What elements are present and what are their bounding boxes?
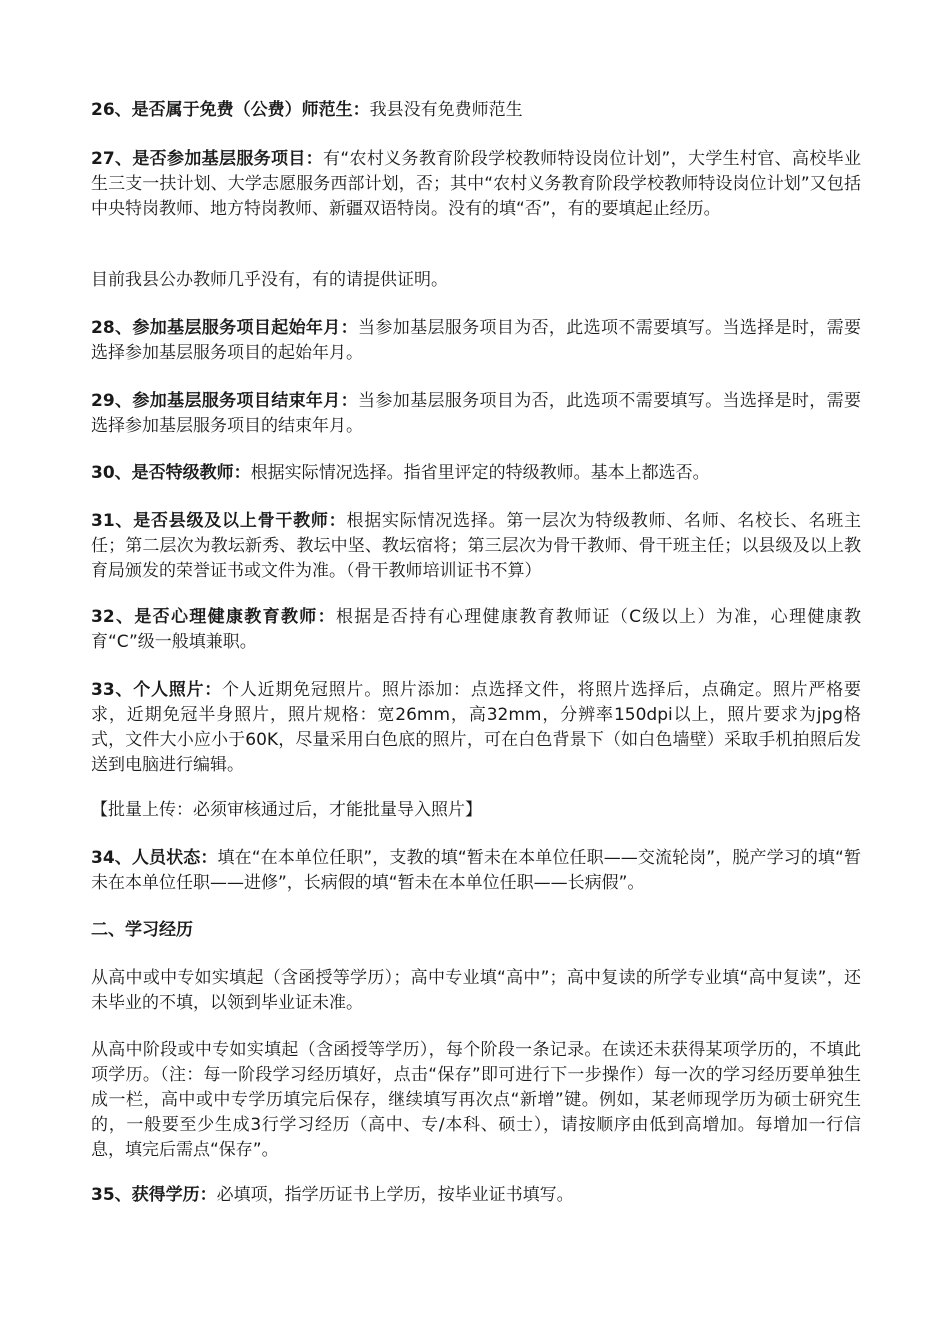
item-30-label: 30、是否特级教师：	[91, 463, 251, 483]
education-instructions	[91, 1038, 861, 1163]
item-27	[91, 147, 861, 222]
note-batch-upload	[91, 798, 861, 823]
item-27-label: 27、是否参加基层服务项目：	[91, 149, 324, 169]
item-32	[91, 605, 861, 655]
note-public-teachers-text: 目前我县公办教师几乎没有，有的请提供证明。	[91, 270, 448, 290]
item-35-text: 必填项，指学历证书上学历，按毕业证书填写。	[216, 1185, 574, 1205]
item-34-label: 34、人员状态：	[91, 848, 218, 868]
item-31-text: 根据实际情况选择。第一层次为特级教师、名师、名校长、名班主任；第二层次为教坛新秀、教坛中坚、教坛宿将；第三层次为骨干教师、骨干班主任；以县级及以上教育局颁发的荣誉证书或文件为准。（骨干教师培训证书不算）	[91, 511, 861, 581]
item-30-text: 根据实际情况选择。指省里评定的特级教师。基本上都选否。	[250, 463, 710, 483]
item-26-text: 我县没有免费师范生	[369, 100, 523, 120]
item-30	[91, 461, 861, 486]
item-29-label: 29、参加基层服务项目结束年月：	[91, 391, 359, 411]
item-34-text: 填在“在本单位任职”，支教的填“暂未在本单位任职——交流轮岗”，脱产学习的填“暂未在本单位任职——进修”，长病假的填“暂未在本单位任职——长病假”。	[91, 848, 861, 893]
item-31	[91, 509, 861, 584]
education-intro	[91, 966, 861, 1016]
item-32-label: 32、是否心理健康教育教师：	[91, 607, 336, 627]
note-batch-upload-text: 【批量上传：必须审核通过后，才能批量导入照片】	[91, 800, 482, 820]
section-heading-education	[91, 918, 861, 943]
item-29-text: 当参加基层服务项目为否，此选项不需要填写。当选择是时，需要选择参加基层服务项目的结束年月。	[91, 391, 861, 436]
section-heading-text: 二、学习经历	[91, 920, 193, 940]
item-32-text: 根据是否持有心理健康教育教师证（C级以上）为准，心理健康教育“C”级一般填兼职。	[91, 607, 861, 652]
item-28-label: 28、参加基层服务项目起始年月：	[91, 318, 359, 338]
item-34	[91, 846, 861, 896]
item-35	[91, 1183, 861, 1208]
item-35-label: 35、获得学历：	[91, 1185, 217, 1205]
item-26-label: 26、是否属于免费（公费）师范生：	[91, 100, 370, 120]
education-instructions-text: 从高中阶段或中专如实填起（含函授等学历），每个阶段一条记录。在读还未获得某项学历的，不填此项学历。（注：每一阶段学习经历填好，点击“保存”即可进行下一步操作）每一次的学习经历要单独生成一栏，高中或中专学历填完后保存，继续填写再次点“新增”键。例如，某老师现学历为硕士研究生的，一般要至少生成3行学习经历（高中、专/本科、硕士），请按顺序由低到高增加。每增加一行信息，填完后需点“保存”。	[91, 1040, 861, 1160]
item-33	[91, 678, 861, 778]
item-27-text: 有“农村义务教育阶段学校教师特设岗位计划”，大学生村官、高校毕业生三支一扶计划、大学志愿服务西部计划，否；其中“农村义务教育阶段学校教师特设岗位计划”又包括中央特岗教师、地方特岗教师、新疆双语特岗。没有的填“否”，有的要填起止经历。	[91, 149, 861, 219]
education-intro-text: 从高中或中专如实填起（含函授等学历）；高中专业填“高中”；高中复读的所学专业填“高中复读”，还未毕业的不填，以领到毕业证未准。	[91, 968, 861, 1013]
note-public-teachers	[91, 268, 861, 293]
item-28	[91, 316, 861, 366]
item-31-label: 31、是否县级及以上骨干教师：	[91, 511, 347, 531]
item-33-text: 个人近期免冠照片。照片添加：点选择文件，将照片选择后，点确定。照片严格要求，近期免冠半身照片，照片规格：宽26mm，高32mm，分辨率150dpi以上，照片要求为jpg格式，文件大小应小于60K，尽量采用白色底的照片，可在白色背景下（如白色墙壁）采取手机拍照后发送到电脑进行编辑。	[91, 680, 861, 775]
item-26	[91, 98, 861, 123]
item-33-label: 33、个人照片：	[91, 680, 223, 700]
item-28-text: 当参加基层服务项目为否，此选项不需要填写。当选择是时，需要选择参加基层服务项目的起始年月。	[91, 318, 861, 363]
item-29	[91, 389, 861, 439]
